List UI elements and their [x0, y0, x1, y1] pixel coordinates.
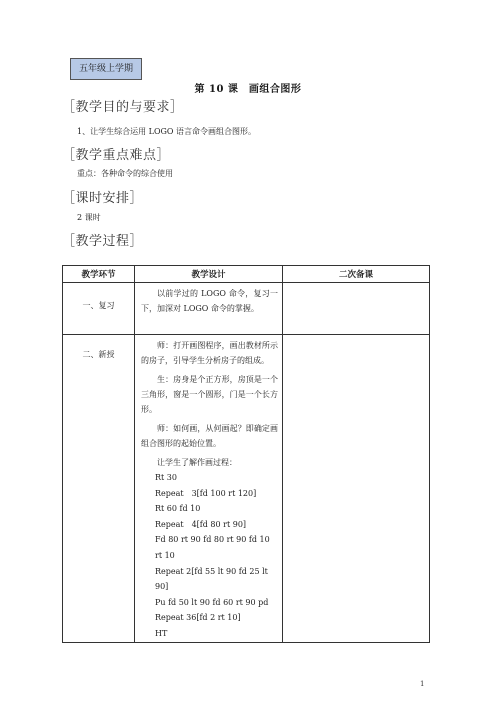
- focus-text: 重点：各种命令的综合使用: [77, 169, 173, 178]
- table-header-row: [63, 266, 430, 283]
- paragraph: 让学生了解作画过程：: [157, 458, 237, 467]
- stage-review: 一、复习: [63, 283, 135, 335]
- notes-cell: [283, 283, 430, 335]
- table-row: [63, 283, 430, 335]
- design-review: [135, 283, 283, 335]
- grade-label: 五年级上学期: [70, 58, 142, 80]
- process-heading: ［教学过程］: [62, 234, 144, 249]
- paragraph: 以前学过的 LOGO 命令，复习一下，加深对 LOGO 命令的掌握。: [141, 289, 278, 313]
- objectives-heading: ［教学目的与要求］: [62, 100, 184, 115]
- logo-command: Repeat 3[fd 100 rt 120]: [155, 488, 257, 498]
- page-number: 1: [420, 680, 425, 688]
- lesson-plan-table: [62, 265, 430, 643]
- schedule-text: 2 课时: [77, 213, 101, 222]
- paragraph: 生：房身是个正方形，房顶是一个三角形，窗是一个圆形，门是一个长方形。: [141, 375, 278, 414]
- objectives-text: 1、让学生综合运用 LOGO 语言命令画组合图形。: [77, 127, 256, 136]
- paragraph: 师：打开画图程序，画出教材所示的房子，引导学生分析房子的组成。: [141, 341, 278, 365]
- logo-command: Repeat 4[fd 80 rt 90]: [155, 519, 247, 529]
- logo-command: Repeat 36[fd 2 rt 10]: [155, 613, 241, 623]
- stage-new: 二、新授: [63, 335, 135, 643]
- logo-command: Repeat 2[fd 55 lt 90 fd 25 lt 90]: [155, 566, 268, 592]
- lesson-title: 第 10 课 画组合图形: [194, 84, 302, 95]
- header-notes: 二次备课: [283, 266, 430, 283]
- table-row: [63, 335, 430, 643]
- notes-cell: [283, 335, 430, 643]
- paragraph: 师：如何画，从何画起？即确定画组合图形的起始位置。: [141, 424, 278, 448]
- logo-command: HT: [155, 628, 168, 638]
- schedule-heading: ［课时安排］: [62, 191, 144, 206]
- logo-command: Pu fd 50 lt 90 fd 60 rt 90 pd: [155, 597, 269, 607]
- design-new: [135, 335, 283, 643]
- focus-heading: ［教学重点难点］: [62, 148, 171, 163]
- header-stage: 教学环节: [63, 266, 135, 283]
- header-design: 教学设计: [135, 266, 283, 283]
- logo-command: Fd 80 rt 90 fd 80 rt 90 fd 10 rt 10: [155, 535, 270, 560]
- logo-command: Rt 60 fd 10: [155, 504, 201, 514]
- logo-command: Rt 30: [155, 473, 177, 482]
